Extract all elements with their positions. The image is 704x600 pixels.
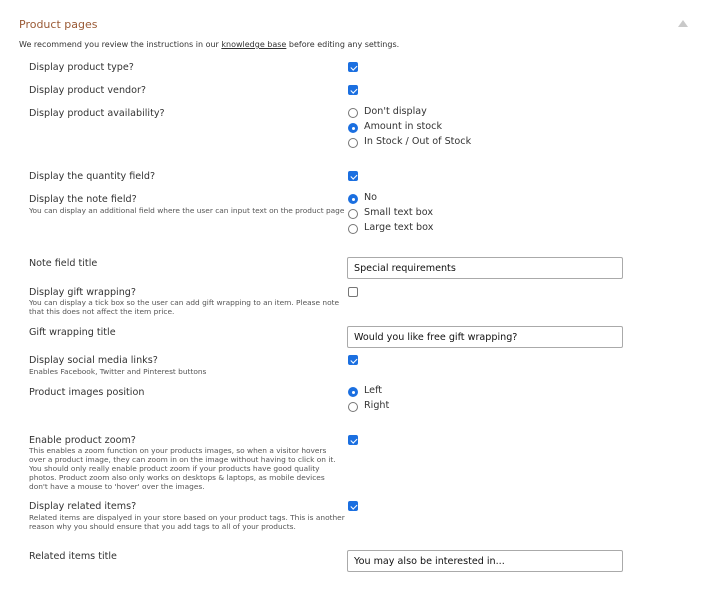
related-checkbox[interactable] bbox=[348, 501, 358, 511]
product-type-checkbox[interactable] bbox=[348, 62, 358, 72]
note-title-input[interactable] bbox=[347, 257, 623, 279]
note-radio-no[interactable] bbox=[348, 194, 358, 204]
related-title-input[interactable] bbox=[347, 550, 623, 572]
gift-wrapping-label: Display gift wrapping? bbox=[29, 287, 136, 298]
product-vendor-label: Display product vendor? bbox=[29, 85, 147, 96]
product-type-label: Display product type? bbox=[29, 62, 134, 73]
images-position-label: Product images position bbox=[29, 387, 145, 398]
availability-label: Display product availability? bbox=[29, 108, 165, 119]
gift-title-input[interactable] bbox=[347, 326, 623, 348]
note-radio-small[interactable] bbox=[348, 209, 358, 219]
zoom-help: This enables a zoom function on your products images, so when a visitor hovers over a product image, they can zoom in on the image without having to click on it. You should only really enable product zoom if your products have good quality photos. Product zoom also only works on desktops & laptops, as mobile devices don't have a mouse to 'hover' over the images. bbox=[29, 446, 336, 491]
product-vendor-checkbox[interactable] bbox=[348, 85, 358, 95]
availability-option-dont-display: Don't display bbox=[364, 106, 427, 117]
images-position-option-left: Left bbox=[364, 385, 383, 396]
note-option-no: No bbox=[364, 192, 378, 203]
gift-title-label: Gift wrapping title bbox=[29, 327, 116, 338]
related-label: Display related items? bbox=[29, 501, 137, 512]
images-position-radio-left[interactable] bbox=[348, 387, 358, 397]
collapse-arrow-icon[interactable] bbox=[678, 20, 688, 27]
related-title-label: Related items title bbox=[29, 551, 117, 562]
related-help: Related items are dispalyed in your store based on your product tags. This is another reason why you should ensure that you add tags to all of your products. bbox=[29, 513, 345, 531]
note-help: You can display an additional field where the user can input text on the product page bbox=[29, 206, 345, 215]
note-radio-large[interactable] bbox=[348, 224, 358, 234]
social-help: Enables Facebook, Twitter and Pinterest buttons bbox=[29, 367, 207, 376]
intro-after: before editing any settings. bbox=[286, 40, 400, 49]
gift-wrapping-help: You can display a tick box so the user can add gift wrapping to an item. Please note that this does not affect the item price. bbox=[29, 298, 340, 316]
zoom-checkbox[interactable] bbox=[348, 435, 358, 445]
note-option-large: Large text box bbox=[364, 222, 434, 233]
availability-option-in-stock: In Stock / Out of Stock bbox=[364, 136, 472, 147]
knowledge-base-link[interactable]: knowledge base bbox=[221, 40, 287, 49]
zoom-label: Enable product zoom? bbox=[29, 435, 136, 446]
images-position-option-right: Right bbox=[364, 400, 390, 411]
availability-radio-in-stock[interactable] bbox=[348, 138, 358, 148]
images-position-radio-right[interactable] bbox=[348, 402, 358, 412]
intro-text bbox=[19, 40, 399, 49]
section-title: Product pages bbox=[19, 18, 98, 31]
social-label: Display social media links? bbox=[29, 355, 158, 366]
quantity-checkbox[interactable] bbox=[348, 171, 358, 181]
intro-before: We recommend you review the instructions in our bbox=[19, 40, 222, 49]
note-label: Display the note field? bbox=[29, 194, 137, 205]
quantity-label: Display the quantity field? bbox=[29, 171, 156, 182]
availability-radio-amount[interactable] bbox=[348, 123, 358, 133]
note-title-label: Note field title bbox=[29, 258, 98, 269]
gift-wrapping-checkbox[interactable] bbox=[348, 287, 358, 297]
social-checkbox[interactable] bbox=[348, 355, 358, 365]
note-option-small: Small text box bbox=[364, 207, 434, 218]
availability-option-amount: Amount in stock bbox=[364, 121, 443, 132]
availability-radio-dont-display[interactable] bbox=[348, 108, 358, 118]
